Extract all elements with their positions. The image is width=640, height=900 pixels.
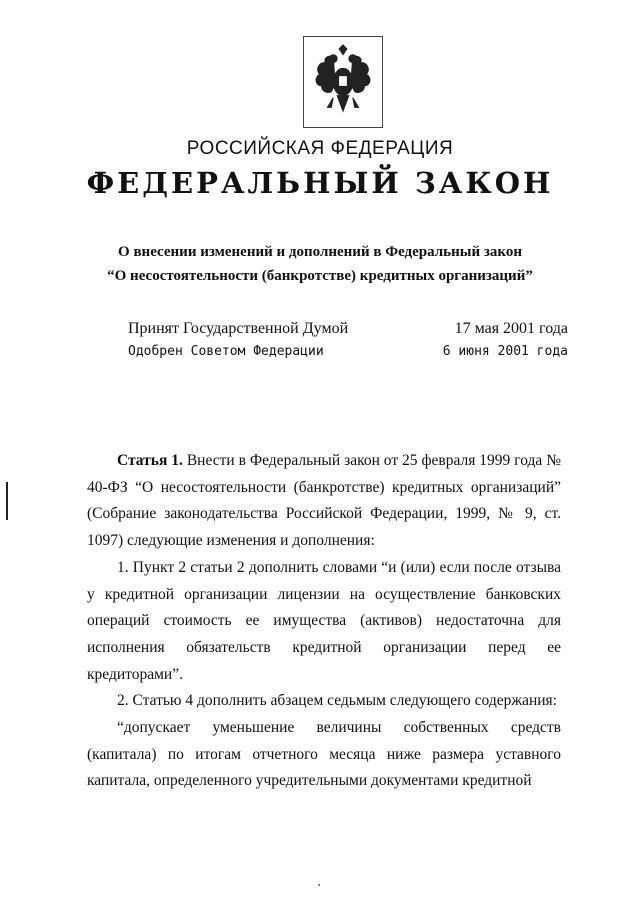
article-1-heading: Статья 1. xyxy=(117,452,183,469)
duma-date: 17 мая 2001 года xyxy=(454,320,568,337)
state-emblem xyxy=(303,36,383,128)
document-type: ФЕДЕРАЛЬНЫЙ ЗАКОН xyxy=(86,166,554,200)
double-headed-eagle-icon xyxy=(304,37,382,127)
article-1-item-1: 1. Пункт 2 статьи 2 дополнить словами “и (или) если после отзыва у кредитной организации лицензии на осуществление банковских операций стоимость ее имущества (активов) недостаточна для исполнения обязательств кредитной организации перед ее кредиторами”. xyxy=(87,558,561,683)
council-date: 6 июня 2001 года xyxy=(442,344,568,359)
scan-artifact xyxy=(318,884,320,886)
duma-adoption-row xyxy=(128,320,568,338)
council-label: Одобрен Советом Федерации xyxy=(128,344,324,359)
article-1-intro xyxy=(87,448,561,555)
article-1-item-2: 2. Статью 4 дополнить абзацем седьмым следующего содержания: xyxy=(117,692,557,710)
country-name: РОССИЙСКАЯ ФЕДЕРАЦИЯ xyxy=(186,138,454,159)
binding-mark xyxy=(6,482,8,520)
article-1-quote: “допускает уменьшение величины собственных средств (капитала) по итогам отчетного месяца ниже размера уставного капитала, определенного учредительными документами кредитной xyxy=(87,719,561,790)
law-subject xyxy=(0,240,640,288)
article-1-intro-text: Внести в Федеральный закон от 25 февраля 1999 года № 40-ФЗ “О несостоятельности (банкротстве) кредитных организаций” (Собрание законодательства Российской Федерации, 1999, № 9, ст. 1097) следующие изменения и дополнения: xyxy=(87,452,561,550)
subject-line-1: О внесении изменений и дополнений в Федеральный закон xyxy=(118,244,522,260)
article-1 xyxy=(87,448,561,795)
duma-label: Принят Государственной Думой xyxy=(128,320,349,337)
council-approval-row xyxy=(128,344,568,359)
subject-line-2: “О несостоятельности (банкротстве) кредитных организаций” xyxy=(107,268,533,284)
